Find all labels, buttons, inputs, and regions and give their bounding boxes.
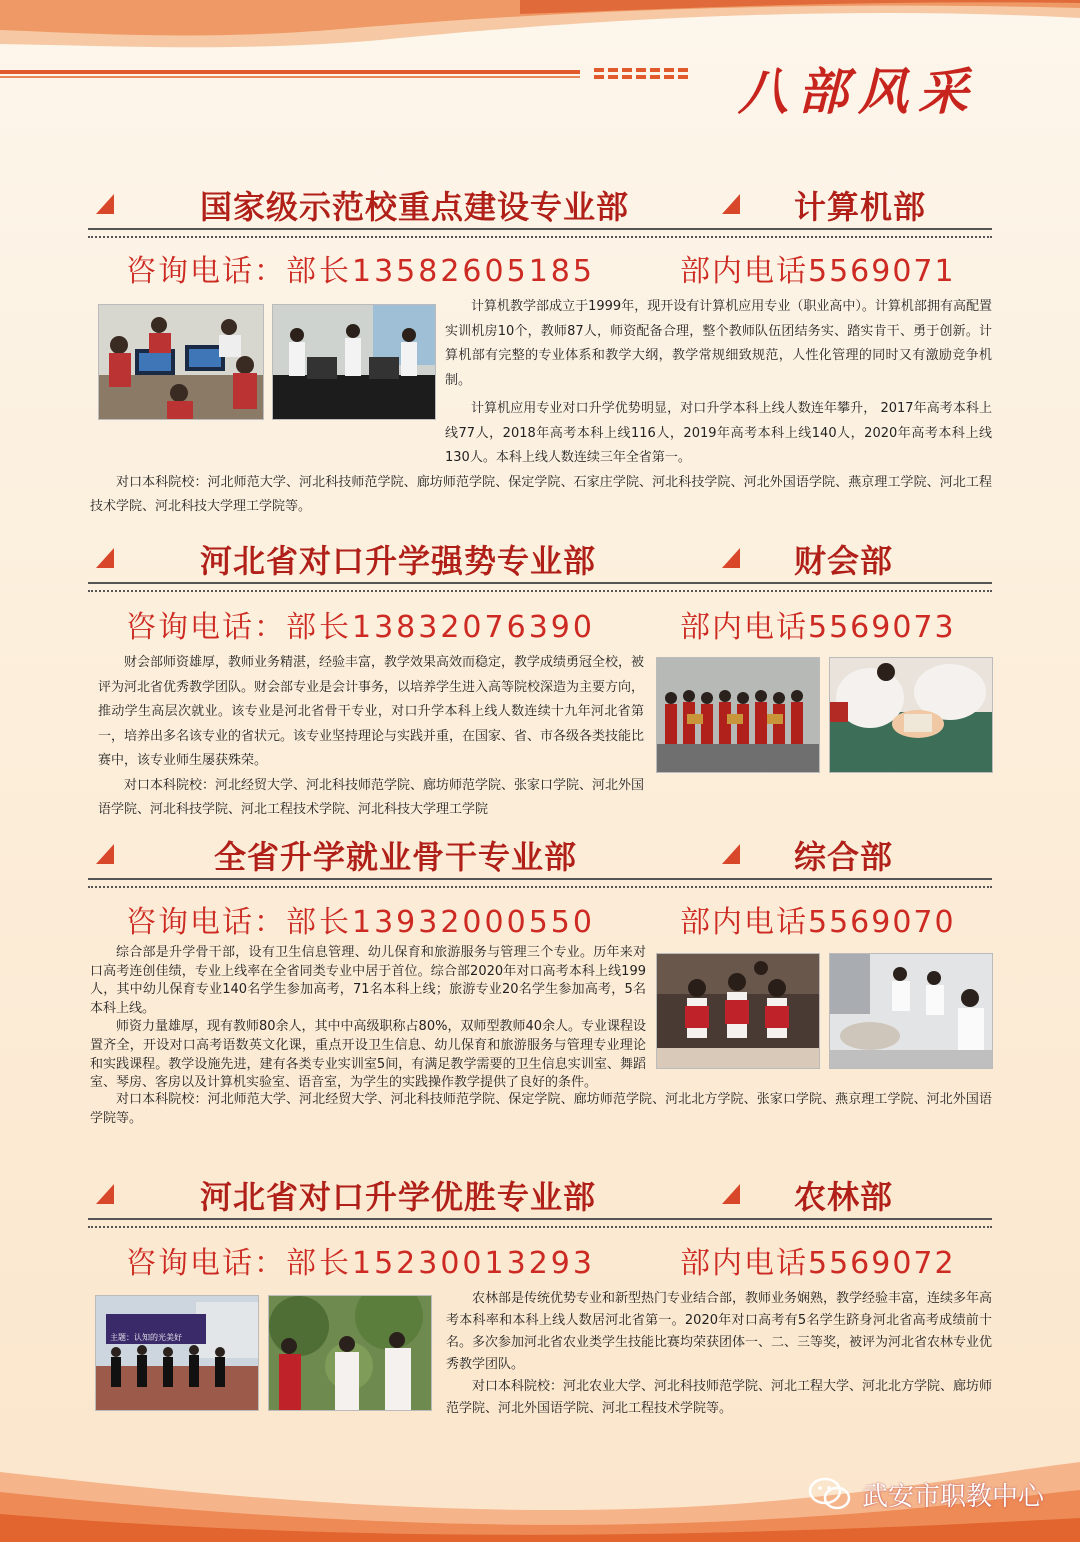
phone-label: 咨询电话：	[126, 1246, 286, 1281]
department-name: 农林部	[794, 1178, 894, 1216]
section-text-comprehensive	[90, 944, 646, 1093]
section-title: 全省升学就业骨干专业部	[214, 838, 578, 876]
department-name: 财会部	[794, 542, 894, 580]
phone-head	[126, 246, 595, 290]
paragraph: 计算机应用专业对口升学优势明显，对口升学本科上线人数连年攀升， 2017年高考本科上线77人，2018年高考本科上线116人，2019年高考本科上线140人，2020年高考本科上线130人。本科上线人数连续三年全省第一。	[445, 401, 992, 465]
paragraph: 对口本科院校：河北农业大学、河北科技师范学院、河北工程大学、河北北方学院、廊坊师范学院、河北外国语学院、河北工程技术学院等。	[446, 1379, 993, 1416]
section-text-computer-bottom	[90, 397, 992, 520]
photo-agriculture-orchard	[268, 1295, 432, 1411]
phone-label: 咨询电话：	[126, 610, 286, 645]
divider-line	[88, 1218, 992, 1228]
top-decor-lines	[0, 66, 700, 82]
paragraph: 综合部是升学骨干部，设有卫生信息管理、幼儿保育和旅游服务与管理三个专业。历年来对口高考连创佳绩，专业上线率在全省同类专业中居于首位。综合部2020年对口高考本科上线199人，其中幼儿保育专业140名学生参加高考，71名本科上线；旅游专业20名学生参加高考，5名本科上线。	[90, 945, 646, 1016]
phone-head	[126, 897, 595, 941]
section-title: 国家级示范校重点建设专业部	[200, 188, 630, 226]
section-text-agriculture	[446, 1288, 992, 1420]
triangle-left-icon	[96, 548, 114, 568]
section-text-comprehensive-schools	[90, 1091, 992, 1128]
phone-label: 咨询电话：	[126, 905, 286, 940]
photo-comprehensive-students	[656, 953, 820, 1069]
paragraph: 农林部是传统优势专业和新型热门专业结合部，教师业务娴熟，教学经验丰富，连续多年高考本科率和本科上线人数居河北省第一。2020年对口高考有5名学生跻身河北省高考成绩前十名。多次参加河北省农业类学生技能比赛均荣获团体一、二、三等奖，被评为河北省农林专业优秀教学团队。	[446, 1291, 993, 1372]
phone-head-number: 部长13932000550	[286, 905, 595, 940]
department-name: 综合部	[794, 838, 894, 876]
photo-banner-text: 主题：认知的光美好	[110, 1333, 182, 1342]
wechat-icon	[808, 1476, 852, 1512]
phone-inner: 部内电话5569071	[680, 254, 956, 289]
department-name: 计算机部	[794, 188, 927, 226]
section-header-computer	[90, 180, 992, 230]
triangle-right-icon	[722, 1184, 740, 1204]
divider-line	[88, 878, 992, 888]
paragraph: 师资力量雄厚，现有教师80余人，其中中高级职称占80%，双师型教师40余人。专业课程设置齐全，开设对口高考语数英文化课，重点开设卫生信息、幼儿保育和旅游服务与管理专业理论和实践课程。教学设施先进，建有各类专业实训室5间，有满足教学需要的卫生信息实训室、舞蹈室、琴房、客房以及计算机实验室、语音室，为学生的实践操作教学提供了良好的条件。	[90, 1019, 646, 1091]
phone-inner: 部内电话5569072	[680, 1246, 956, 1281]
triangle-left-icon	[96, 844, 114, 864]
phone-head	[126, 602, 595, 646]
paragraph: 对口本科院校：河北经贸大学、河北科技师范学院、廊坊师范学院、张家口学院、河北外国语学院、河北科技学院、河北工程技术学院、河北科技大学理工学院	[98, 777, 645, 817]
top-decor-swoosh	[0, 0, 1080, 60]
photo-accounting-practice	[829, 657, 993, 773]
triangle-right-icon	[722, 194, 740, 214]
triangle-left-icon	[96, 1184, 114, 1204]
watermark	[808, 1474, 1044, 1514]
phone-head-number: 部长13582605185	[286, 254, 595, 289]
phone-head-number: 部长15230013293	[286, 1246, 595, 1281]
section-header-accounting	[90, 534, 992, 584]
phone-head	[126, 1238, 595, 1282]
triangle-right-icon	[722, 844, 740, 864]
photo-comprehensive-nursing	[829, 953, 993, 1069]
triangle-right-icon	[722, 548, 740, 568]
phone-head-number: 部长13832076390	[286, 610, 595, 645]
paragraph: 计算机教学部成立于1999年，现开设有计算机应用专业（职业高中）。计算机部拥有高配置实训机房10个，教师87人，师资配备合理，整个教师队伍团结务实、踏实肯干、勇于创新。计算机部有完整的专业体系和教学大纲，教学常规细致规范，人性化管理的同时又有激励竞争机制。	[445, 299, 992, 388]
section-text-computer-top	[445, 295, 992, 393]
phone-inner: 部内电话5569070	[680, 905, 956, 940]
photo-accounting-award	[656, 657, 820, 773]
section-text-accounting	[98, 651, 644, 823]
photo-agriculture-competition	[95, 1295, 259, 1411]
section-header-agriculture	[90, 1170, 992, 1220]
watermark-text: 武安市职教中心	[862, 1481, 1045, 1512]
phone-inner: 部内电话5569073	[680, 610, 956, 645]
page-title: 八部风采	[738, 62, 978, 121]
divider-line	[88, 582, 992, 592]
paragraph: 财会部师资雄厚，教师业务精湛，经验丰富，教学效果高效而稳定，教学成绩勇冠全校，被评为河北省优秀教学团队。财会部专业是会计事务，以培养学生进入高等院校深造为主要方向，推动学生高层次就业。该专业是河北省骨干专业，对口升学本科上线人数连续十九年河北省第一，培养出多名该专业的省状元。该专业坚持理论与实践并重，在国家、省、市各级各类技能比赛中，该专业师生屡获殊荣。	[98, 655, 645, 768]
paragraph: 对口本科院校：河北师范大学、河北科技师范学院、廊坊师范学院、保定学院、石家庄学院、河北科技学院、河北外国语学院、燕京理工学院、河北工程技术学院、河北科技大学理工学院等。	[90, 474, 992, 514]
phone-label: 咨询电话：	[126, 254, 286, 289]
divider-line	[88, 228, 992, 238]
triangle-left-icon	[96, 194, 114, 214]
section-title: 河北省对口升学强势专业部	[200, 542, 597, 580]
section-title: 河北省对口升学优胜专业部	[200, 1178, 597, 1216]
section-header-comprehensive	[90, 830, 992, 880]
paragraph: 对口本科院校：河北师范大学、河北经贸大学、河北科技师范学院、保定学院、廊坊师范学院、河北北方学院、张家口学院、燕京理工学院、河北外国语学院等。	[90, 1092, 992, 1126]
